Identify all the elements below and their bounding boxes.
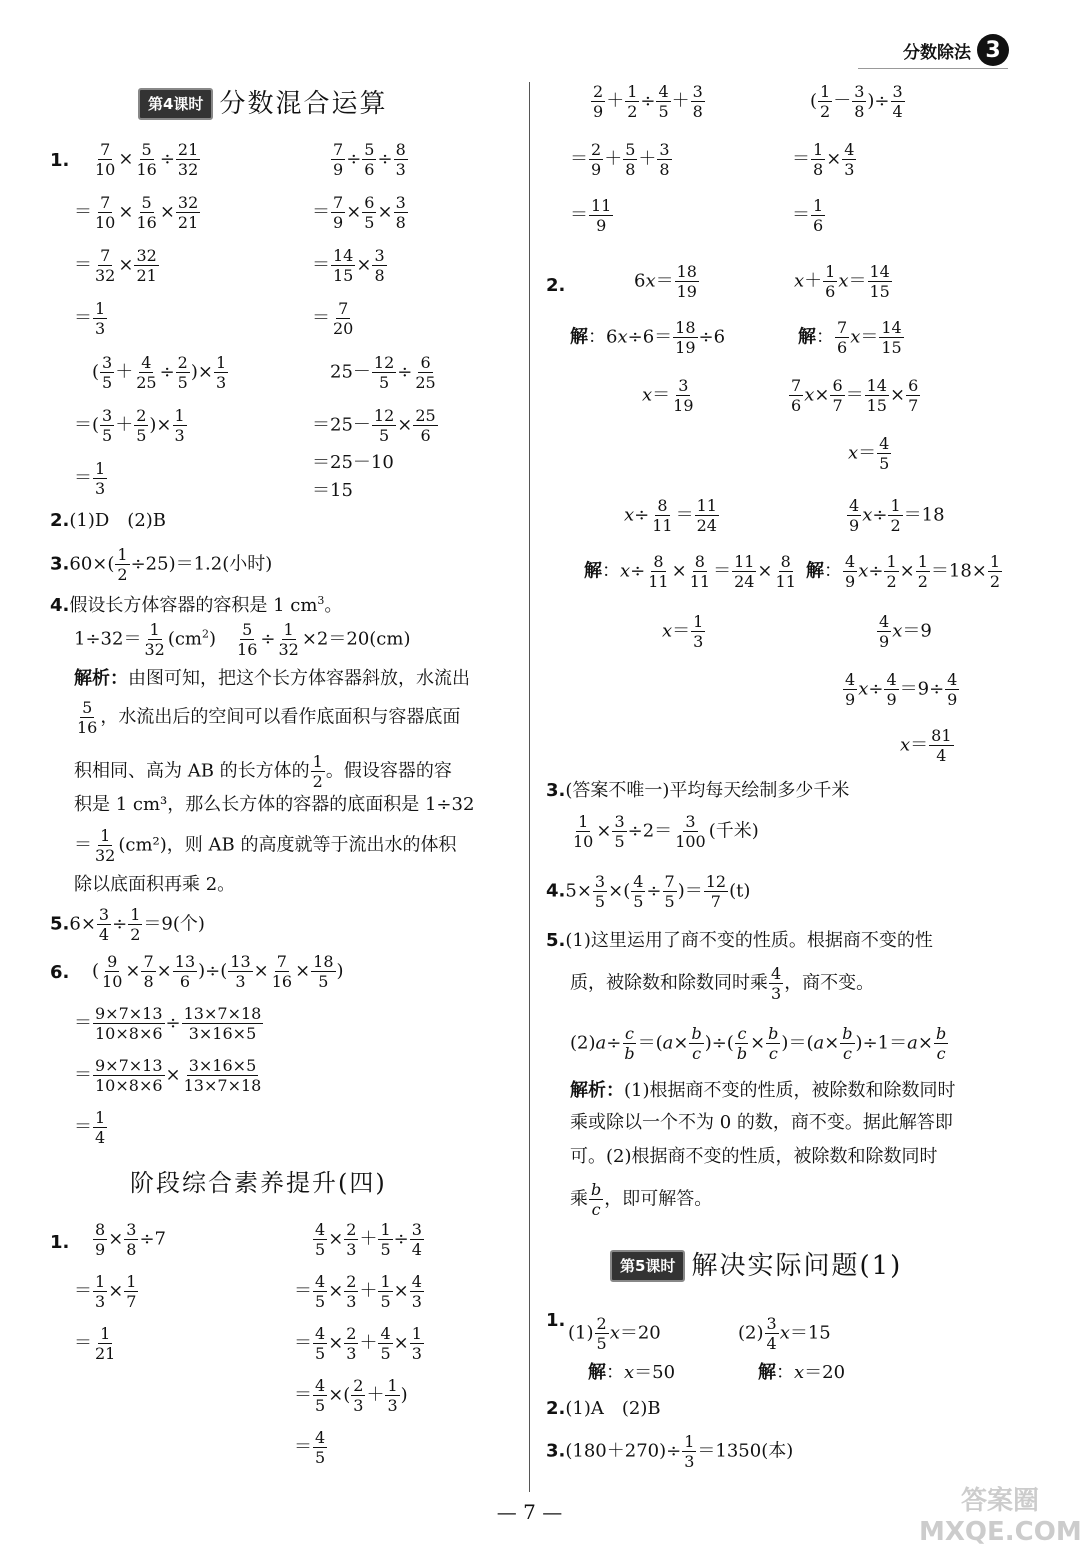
equation: x＋ $\frac{1}{6}$ x＝ $\frac{14}{15}$: [794, 262, 890, 301]
expression: $\frac{7}{10}$ × $\frac{5}{16}$ ÷ $\frac{21}{32}$: [95, 140, 199, 179]
expression: ＝ $\frac{1}{21}$: [74, 1324, 116, 1363]
analysis-line: $\frac{5}{16}$ ，水流出后的空间可以看作底面积与容器底面: [77, 698, 461, 737]
expression: ＝ $\frac{1}{6}$: [792, 196, 824, 235]
page-header: [903, 34, 1009, 66]
analysis-line: [570, 1112, 953, 1134]
section-title: 解决实际问题(1): [691, 1251, 903, 1281]
analysis-label: 解析：: [570, 1080, 624, 1101]
equation: 解：x÷ $\frac{8}{11}$ × $\frac{8}{11}$ ＝ $\frac{11}{24}$ × $\frac{8}{11}$: [584, 552, 796, 591]
answer-line: 4.假设长方体容器的容积是 1 $cm^3$。: [50, 594, 343, 616]
unit-label: (千米): [708, 820, 759, 842]
expression: ＝25－10: [312, 452, 394, 473]
equation: $\frac{4}{9}$ x÷ $\frac{4}{9}$ ＝9÷ $\frac{4}{9}$: [845, 670, 958, 709]
answer-line: 质，被除数和除数同时乘 $\frac{4}{3}$ ，商不变。: [570, 964, 875, 1003]
equation: 解：6x÷6＝ $\frac{18}{19}$ ÷6: [570, 318, 726, 357]
analysis-text: 积是 1 cm³，那么长方体的容器的底面积是 1÷32: [74, 794, 475, 815]
expression: ＝ $\frac{7}{10}$ × $\frac{5}{16}$ × $\frac{32}{21}$: [74, 193, 199, 232]
q4-intro: 假设长方体容器的容积是 1 cm: [69, 595, 318, 616]
answer-line: 5.(1)这里运用了商不变的性质。根据商不变的性: [546, 930, 933, 951]
equation: (1) $\frac{2}{5}$ x＝20: [568, 1314, 661, 1353]
expression: ＝25－ $\frac{12}{5}$ × $\frac{25}{6}$: [312, 406, 436, 445]
answer-line: 3.(180＋270)÷ $\frac{1}{3}$ ＝1350(本): [546, 1432, 794, 1471]
analysis-line: [570, 1146, 938, 1168]
analysis-text: 乘或除以一个不为 0 的数，商不变。据此解答即: [570, 1112, 953, 1133]
analysis-text: (cm²)，则 AB 的高度就等于流出水的体积: [118, 834, 457, 856]
q3-answer: (答案不唯一)平均每天绘制多少千米: [565, 780, 850, 801]
expression: 25－ $\frac{12}{5}$ ÷ $\frac{6}{25}$: [330, 353, 436, 392]
expression: $\frac{1}{10}$ × $\frac{3}{5}$ ÷2＝ $\frac{3}{100}$ (千米): [573, 812, 759, 851]
expression: 1÷32＝ $\frac{1}{32}$ $(cm^2)$ $\frac{5}{16}$ ÷ $\frac{1}{32}$ ×2＝20(cm): [74, 620, 411, 659]
equation: (2) $\frac{3}{4}$ x＝15: [738, 1314, 831, 1353]
expression: ＝ $\frac{9\times 7\times 13}{10\times 8\times 6}$ ÷ $\frac{13\times 7\times 18}{3\times 16\times 5}$: [74, 1004, 262, 1043]
expression: (2)a÷ $\frac{c}{b}$ ＝(a× $\frac{b}{c}$ )÷( $\frac{c}{b}$ × $\frac{b}{c}$ )＝(a× $\frac{b}{c}$ )÷1＝a× $\frac{b}{c}$: [570, 1024, 947, 1063]
q5-text: 质，被除数和除数同时乘: [570, 972, 768, 994]
expression: ＝ $\frac{11}{9}$: [570, 196, 612, 235]
column-divider: [529, 82, 530, 1492]
expression: ＝( $\frac{3}{5}$ ＋ $\frac{2}{5}$ )× $\frac{1}{3}$: [74, 406, 185, 445]
analysis-line: ＝ $\frac{1}{32}$ (cm²)，则 AB 的高度就等于流出水的体积: [74, 826, 457, 865]
section-heading-lesson4: [138, 88, 387, 120]
expression: ( $\frac{3}{5}$ ＋ $\frac{4}{25}$ ÷ $\frac{2}{5}$ )× $\frac{1}{3}$: [92, 353, 227, 392]
analysis-label: 解析：: [74, 668, 128, 689]
equation: $\frac{7}{6}$ x× $\frac{6}{7}$ ＝ $\frac{14}{15}$ × $\frac{6}{7}$: [791, 376, 919, 415]
section-title: 分数混合运算: [219, 89, 388, 119]
equation: 解： $\frac{7}{6}$ x＝ $\frac{14}{15}$: [798, 318, 902, 357]
analysis-text: 除以底面积再乘 2。: [74, 874, 236, 895]
expression: ＝ $\frac{7}{32}$ × $\frac{32}{21}$: [74, 246, 157, 285]
section-title-stage4: 阶段综合素养提升(四): [130, 1169, 387, 1197]
answer-line: 5.6× $\frac{3}{4}$ ÷ $\frac{1}{2}$ ＝9(个): [50, 905, 205, 944]
equation: 解：x＝50: [588, 1362, 676, 1383]
expression: ＝ $\frac{4}{5}$: [294, 1428, 326, 1467]
expression: ＝ $\frac{1}{4}$: [74, 1108, 106, 1147]
q2-answer: (1)D (2)B: [69, 510, 167, 531]
equation: 解：x＝20: [758, 1362, 846, 1383]
answer-line: 2.(1)D (2)B: [50, 510, 167, 531]
answer-line: 3.(答案不唯一)平均每天绘制多少千米: [546, 780, 850, 801]
expression: $\frac{7}{9}$ ÷ $\frac{5}{6}$ ÷ $\frac{8}{3}$: [333, 140, 406, 179]
expression: ＝15: [312, 480, 353, 501]
s3q2-answer: (1)A (2)B: [565, 1398, 661, 1419]
s3q3-text: ＝1350(本): [697, 1440, 794, 1462]
section-heading-lesson5: [610, 1250, 902, 1282]
equation: x＝ $\frac{3}{19}$: [642, 376, 694, 415]
expression: ＝ $\frac{7}{20}$: [312, 299, 354, 338]
q3-answer: ＝1.2(小时): [175, 553, 273, 575]
expression: $\frac{2}{9}$ ＋ $\frac{1}{2}$ ÷ $\frac{4}{5}$ ＋ $\frac{3}{8}$: [593, 82, 703, 121]
analysis-line: [74, 668, 470, 690]
expression: ＝ $\frac{4}{5}$ ×( $\frac{2}{3}$ ＋ $\frac{1}{3}$ ): [294, 1376, 408, 1415]
expression: $\frac{8}{9}$ × $\frac{3}{8}$ ÷7: [95, 1220, 167, 1259]
q5-text: (1)这里运用了商不变的性质。根据商不变的性: [565, 930, 933, 951]
analysis-text: (1)根据商不变的性质，被除数和除数同时: [624, 1080, 956, 1101]
expression: ＝ $\frac{9\times 7\times 13}{10\times 8\times 6}$ × $\frac{3\times 16\times 5}{13\times 7\times 18}$: [74, 1056, 262, 1095]
analysis-text: ，即可解答。: [604, 1188, 713, 1210]
equation: x÷ $\frac{8}{11}$ ＝ $\frac{11}{24}$: [624, 496, 717, 535]
expression: ( $\frac{9}{10}$ × $\frac{7}{8}$ × $\frac{13}{6}$ )÷( $\frac{13}{3}$ × $\frac{7}{16}$ × $\frac{18}{5}$ ): [92, 952, 344, 991]
question-number: 2.: [546, 275, 566, 296]
expression: ＝ $\frac{1}{8}$ × $\frac{4}{3}$: [792, 140, 855, 179]
analysis-line: [74, 874, 235, 896]
analysis-line: 乘 $\frac{b}{c}$ ，即可解答。: [570, 1180, 713, 1219]
equation: x＝ $\frac{1}{3}$: [662, 612, 704, 651]
answer-line: 2.(1)A (2)B: [546, 1398, 661, 1419]
page-number: — 7 —: [496, 1500, 563, 1524]
watermark: 答案圈 MXQE.COM: [919, 1486, 1082, 1547]
question-number: 1.: [50, 150, 70, 171]
s3q3-text: (180＋270)÷: [565, 1440, 682, 1462]
lesson-badge: 第4课时: [138, 88, 213, 120]
answer-line: 4.5× $\frac{3}{5}$ ×( $\frac{4}{5}$ ÷ $\frac{7}{5}$ )＝ $\frac{12}{7}$ (t): [546, 872, 751, 911]
expression: $\frac{4}{5}$ × $\frac{2}{3}$ ＋ $\frac{1}{5}$ ÷ $\frac{3}{4}$: [315, 1220, 422, 1259]
equation: x＝ $\frac{4}{5}$: [848, 434, 890, 473]
equation: x＝ $\frac{81}{4}$: [900, 726, 952, 765]
expression: ＝ $\frac{14}{15}$ × $\frac{3}{8}$: [312, 246, 385, 285]
question-number: 1.: [50, 1232, 70, 1253]
analysis-text: ，水流出后的空间可以看作底面积与容器底面: [100, 706, 461, 728]
answer-line: 3.60×( $\frac{1}{2}$ ÷25)＝1.2(小时): [50, 545, 273, 584]
analysis-text: 可。(2)根据商不变的性质，被除数和除数同时: [570, 1146, 938, 1167]
analysis-text: 。假设容器的容: [325, 760, 452, 782]
question-number: 1.: [546, 1310, 566, 1331]
expression: ( $\frac{1}{2}$ － $\frac{3}{8}$ )÷ $\frac{3}{4}$: [810, 82, 903, 121]
analysis-line: 积相同、高为 AB 的长方体的 $\frac{1}{2}$ 。假设容器的容: [74, 752, 452, 791]
expression: ＝ $\frac{4}{5}$ × $\frac{2}{3}$ ＋ $\frac{1}{5}$ × $\frac{4}{3}$: [294, 1272, 422, 1311]
expression: ＝ $\frac{2}{9}$ ＋ $\frac{5}{8}$ ＋ $\frac{3}{8}$: [570, 140, 670, 179]
analysis-line: [570, 1080, 956, 1102]
expression: ＝ $\frac{7}{9}$ × $\frac{6}{5}$ × $\frac{3}{8}$: [312, 193, 406, 232]
equation: $\frac{4}{9}$ x＝9: [879, 612, 932, 651]
equation: $\frac{4}{9}$ x÷ $\frac{1}{2}$ ＝18: [849, 496, 945, 535]
chapter-number-badge: 3: [977, 34, 1009, 66]
expression: ＝ $\frac{4}{5}$ × $\frac{2}{3}$ ＋ $\frac{4}{5}$ × $\frac{1}{3}$: [294, 1324, 422, 1363]
chapter-title: 分数除法: [903, 42, 971, 63]
lesson-badge: 第5课时: [610, 1250, 685, 1282]
equation: 解： $\frac{4}{9}$ x÷ $\frac{1}{2}$ × $\frac{1}{2}$ ＝18× $\frac{1}{2}$: [806, 552, 1001, 591]
expression: ＝ $\frac{1}{3}$: [74, 459, 106, 498]
expression: ＝ $\frac{1}{3}$: [74, 299, 106, 338]
question-number: 6.: [50, 962, 70, 983]
q5-text: ，商不变。: [784, 972, 875, 994]
equation: 6x＝ $\frac{18}{19}$: [634, 262, 697, 301]
analysis-text: 积相同、高为 AB 的长方体的: [74, 760, 310, 782]
expression: ＝ $\frac{1}{3}$ × $\frac{1}{7}$: [74, 1272, 137, 1311]
analysis-line: [74, 794, 474, 816]
q5-answer: ＝9(个): [143, 913, 205, 935]
header-rule: [858, 68, 1008, 69]
analysis-text: 由图可知，把这个长方体容器斜放，水流出: [128, 668, 470, 689]
